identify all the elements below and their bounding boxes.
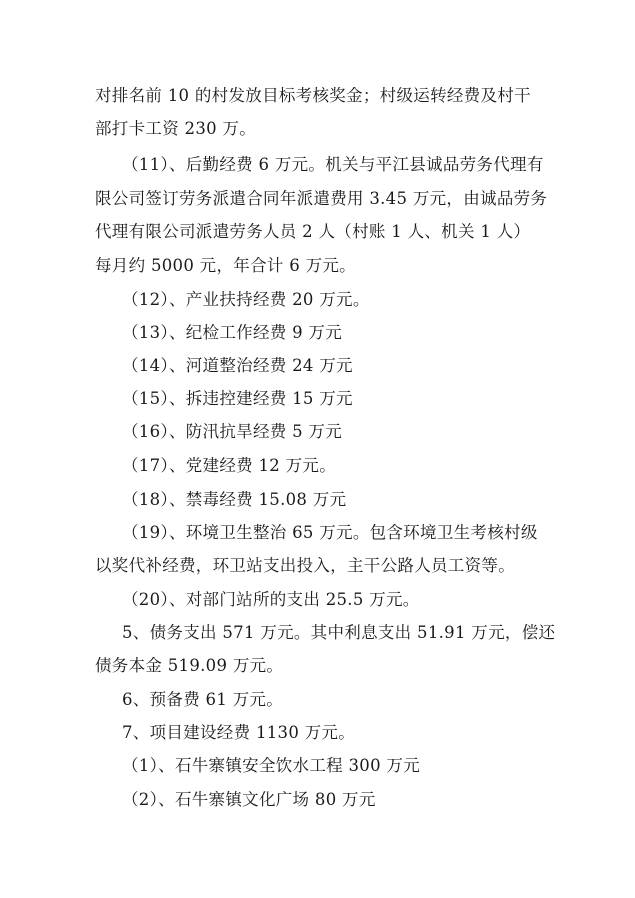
text-line-16: （20）、对部门站所的支出 25.5 万元。: [122, 590, 420, 609]
text-line-6: 每月约 5000 元，年合计 6 万元。: [95, 256, 356, 275]
text-line-1: 对排名前 10 的村发放目标考核奖金；村级运转经费及村干: [95, 86, 531, 105]
text-line-21: （1）、石牛寨镇安全饮水工程 300 万元: [122, 756, 421, 775]
text-line-5: 代理有限公司派遣劳务人员 2 人（村账 1 人、机关 1 人）: [95, 222, 531, 241]
text-line-4: 限公司签订劳务派遣合同年派遣费用 3.45 万元，由诚品劳务: [95, 189, 548, 208]
text-line-17: 5、债务支出 571 万元。其中利息支出 51.91 万元，偿还: [122, 623, 556, 642]
text-line-8: （13）、纪检工作经费 9 万元: [122, 323, 343, 342]
text-line-15: 以奖代补经费，环卫站支出投入，主干公路人员工资等。: [95, 556, 515, 575]
text-line-7: （12）、产业扶持经费 20 万元。: [122, 290, 370, 309]
text-line-3: （11）、后勤经费 6 万元。机关与平江县诚品劳务代理有: [122, 155, 544, 174]
text-line-11: （16）、防汛抗旱经费 5 万元: [122, 422, 343, 441]
text-line-18: 债务本金 519.09 万元。: [95, 656, 284, 675]
text-line-10: （15）、拆违控建经费 15 万元: [122, 389, 353, 408]
text-line-13: （18）、禁毒经费 15.08 万元: [122, 490, 347, 509]
text-line-9: （14）、河道整治经费 24 万元: [122, 356, 353, 375]
text-line-20: 7、项目建设经费 1130 万元。: [122, 723, 356, 742]
text-line-22: （2）、石牛寨镇文化广场 80 万元: [122, 790, 376, 809]
text-line-2: 部打卡工资 230 万。: [95, 119, 257, 138]
text-line-12: （17）、党建经费 12 万元。: [122, 456, 337, 475]
text-line-14: （19）、环境卫生整治 65 万元。包含环境卫生考核村级: [122, 523, 538, 542]
text-line-19: 6、预备费 61 万元。: [122, 690, 284, 709]
